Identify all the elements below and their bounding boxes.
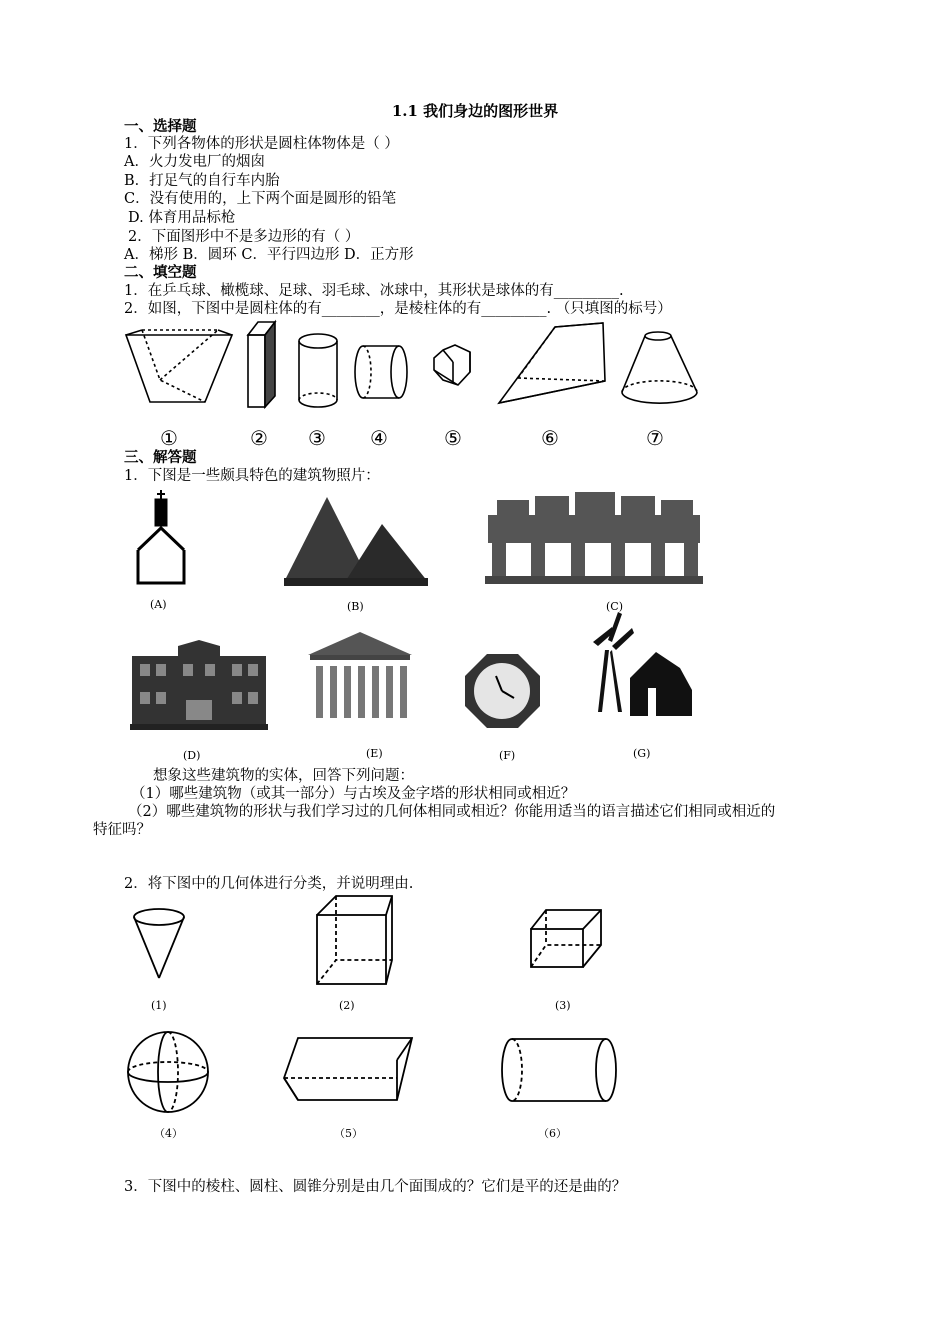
building-label-c: (C) bbox=[606, 600, 623, 613]
building-label-g: (G) bbox=[633, 747, 651, 760]
s3-q1-sub2-cont: 特征吗？ bbox=[93, 822, 151, 838]
section1-heading: 一、选择题 bbox=[124, 118, 197, 135]
s3-q1-sub2: （2）哪些建筑物的形状与我们学习过的几何体相同或相近？你能用适当的语言描述它们相同或相近的 bbox=[128, 804, 776, 820]
s3-q1-intro: 想象这些建筑物的实体，回答下列问题： bbox=[153, 768, 414, 784]
lying-cylinder-solid bbox=[502, 1039, 616, 1101]
building-label-d: (D) bbox=[183, 749, 201, 762]
sphere-solid bbox=[128, 1032, 208, 1112]
s3-question-2: 2．将下图中的几何体进行分类，并说明理由. bbox=[124, 876, 414, 892]
s1-question-1: 1．下列各物体的形状是圆柱体物体是（ ） bbox=[124, 136, 399, 152]
cone-solid bbox=[134, 909, 184, 978]
section3-heading: 三、解答题 bbox=[124, 449, 197, 466]
solid-label-3: (3) bbox=[555, 999, 571, 1012]
solid-label-5: （5） bbox=[334, 1127, 363, 1140]
page-title: 1.1 我们身边的图形世界 bbox=[391, 102, 559, 120]
s1-q1-option-d: D. 体育用品标枪 bbox=[128, 210, 236, 226]
cube-solid-small bbox=[531, 910, 601, 967]
s1-q1-option-a: A．火力发电厂的烟囱 bbox=[124, 154, 265, 170]
building-label-f: (F) bbox=[499, 749, 516, 762]
s3-question-1: 1．下图是一些颇具特色的建筑物照片： bbox=[124, 468, 380, 484]
s3-q1-sub1: （1）哪些建筑物（或其一部分）与古埃及金字塔的形状相同或相近？ bbox=[131, 786, 576, 802]
s2-question-1: 1．在乒乓球、橄榄球、足球、羽毛球、冰球中，其形状是球体的有_________. bbox=[124, 283, 624, 299]
shape-label-7: ⑦ bbox=[646, 426, 664, 450]
shape-label-6: ⑥ bbox=[541, 426, 559, 450]
solid-label-1: (1) bbox=[151, 999, 167, 1012]
building-label-b: (B) bbox=[347, 600, 364, 613]
s1-q2-options: A．梯形 B．圆环 C．平行四边形 D．正方形 bbox=[124, 247, 414, 263]
shape-label-4: ④ bbox=[370, 426, 388, 450]
s1-q1-option-b: B．打足气的自行车内胎 bbox=[124, 173, 280, 189]
shape-label-3: ③ bbox=[308, 426, 326, 450]
section2-heading: 二、填空题 bbox=[124, 264, 197, 281]
solid-label-2: (2) bbox=[339, 999, 355, 1012]
s1-q1-option-c: C．没有使用的，上下两个面是圆形的铅笔 bbox=[124, 191, 397, 207]
building-label-e: (E) bbox=[366, 747, 383, 760]
s1-question-2: 2．下面图形中不是多边形的有（ ） bbox=[128, 229, 360, 245]
shape-label-1: ① bbox=[160, 426, 178, 450]
triangular-prism-solid bbox=[284, 1038, 412, 1100]
shape-label-5: ⑤ bbox=[444, 426, 462, 450]
s2-question-2: 2．如图，下图中是圆柱体的有________，是棱柱体的有_________. （只填图的标号） bbox=[124, 301, 672, 317]
s3-question-3: 3．下图中的棱柱、圆柱、圆锥分别是由几个面围成的？它们是平的还是曲的？ bbox=[124, 1179, 627, 1195]
cube-solid-large bbox=[317, 896, 392, 984]
solid-label-6: （6） bbox=[538, 1127, 567, 1140]
shape-label-2: ② bbox=[250, 426, 268, 450]
building-label-a: (A) bbox=[150, 598, 167, 611]
solid-label-4: （4） bbox=[154, 1127, 183, 1140]
